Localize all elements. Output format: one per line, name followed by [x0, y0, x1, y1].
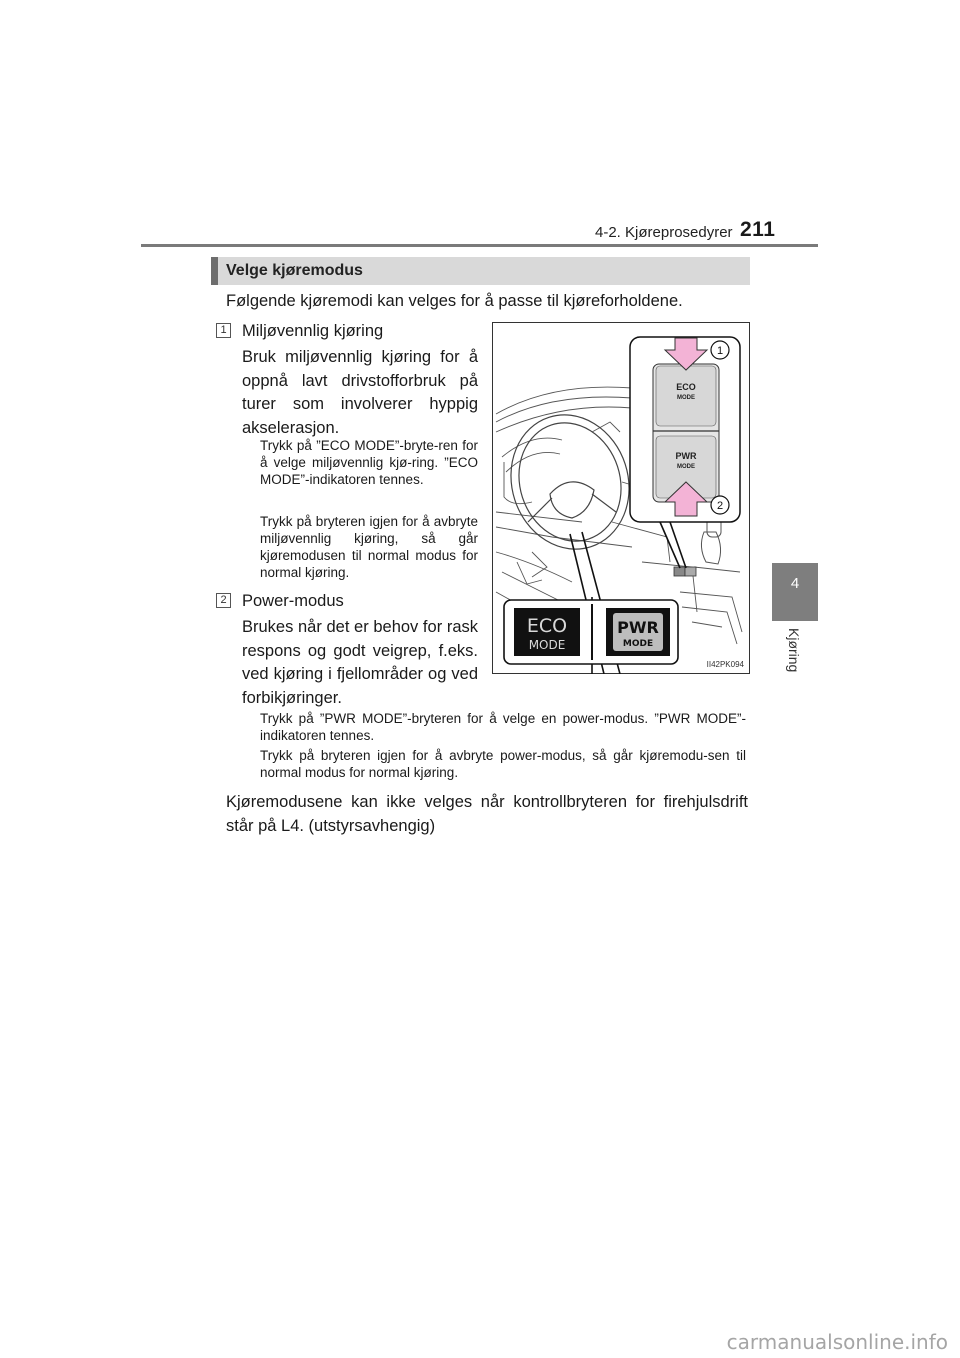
- callout-1: 1: [716, 345, 724, 357]
- switch-pwr-label-1: PWR: [675, 451, 697, 461]
- indicator-pwr-label-2: MODE: [622, 639, 654, 649]
- section-title: Velge kjøremodus: [226, 262, 363, 279]
- header-divider: [141, 244, 818, 247]
- page-number: 211: [740, 218, 776, 241]
- item-2-note-2: Trykk på bryteren igjen for å avbryte power-modus, så går kjøremodu-sen til normal modus for normal kjøring.: [260, 748, 746, 780]
- closing-note: Kjøremodusene kan ikke velges når kontrollbryteren for firehjulsdrift står på L4. (utstyrsavhengig): [226, 793, 748, 835]
- drive-mode-switch-illustration: [492, 322, 750, 674]
- callout-2: 2: [716, 500, 724, 512]
- item-2-number: 2: [216, 593, 231, 608]
- section-intro: Følgende kjøremodi kan velges for å passe til kjøreforholdene.: [226, 292, 683, 310]
- item-1-title: Miljøvennlig kjøring: [242, 322, 384, 340]
- chapter-label: Kjøring: [786, 628, 802, 673]
- indicator-eco-label-1: ECO: [526, 615, 568, 637]
- figure-code: II42PK094: [706, 660, 744, 669]
- item-1-note-2: Trykk på bryteren igjen for å avbryte miljøvennlig kjøring, så går kjøremodusen til normal modus for normal kjøring.: [260, 514, 478, 580]
- section-heading-accent: [211, 257, 218, 285]
- item-1-number: 1: [216, 323, 231, 338]
- indicator-pwr-label-1: PWR: [617, 618, 659, 637]
- item-1-description: Bruk miljøvennlig kjøring for å oppnå lavt drivstofforbruk på turer som involverer hyppig akselerasjon.: [242, 348, 478, 437]
- indicator-eco-label-2: MODE: [528, 638, 566, 652]
- chapter-number: 4: [790, 575, 800, 592]
- header-section-title: 4-2. Kjøreprosedyrer: [595, 224, 733, 241]
- chapter-tab: [772, 563, 818, 621]
- watermark: carmanualsonline.info: [726, 1330, 948, 1354]
- item-1-note-1: Trykk på ”ECO MODE”-bryte-ren for å velge miljøvennlig kjø-ring. ”ECO MODE”-indikatoren tennes.: [260, 438, 478, 487]
- switch-eco-label-1: ECO: [676, 382, 696, 392]
- switch-eco-label-2: MODE: [677, 395, 695, 401]
- item-2-note-1: Trykk på ”PWR MODE”-bryteren for å velge en power-modus. ”PWR MODE”-indikatoren tennes.: [260, 711, 746, 743]
- item-2-description: Brukes når det er behov for rask respons og godt veigrep, f.eks. ved kjøring i fjellområder og ved forbikjøringer.: [242, 618, 478, 707]
- switch-pwr-label-2: MODE: [677, 464, 695, 470]
- item-2-title: Power-modus: [242, 592, 344, 610]
